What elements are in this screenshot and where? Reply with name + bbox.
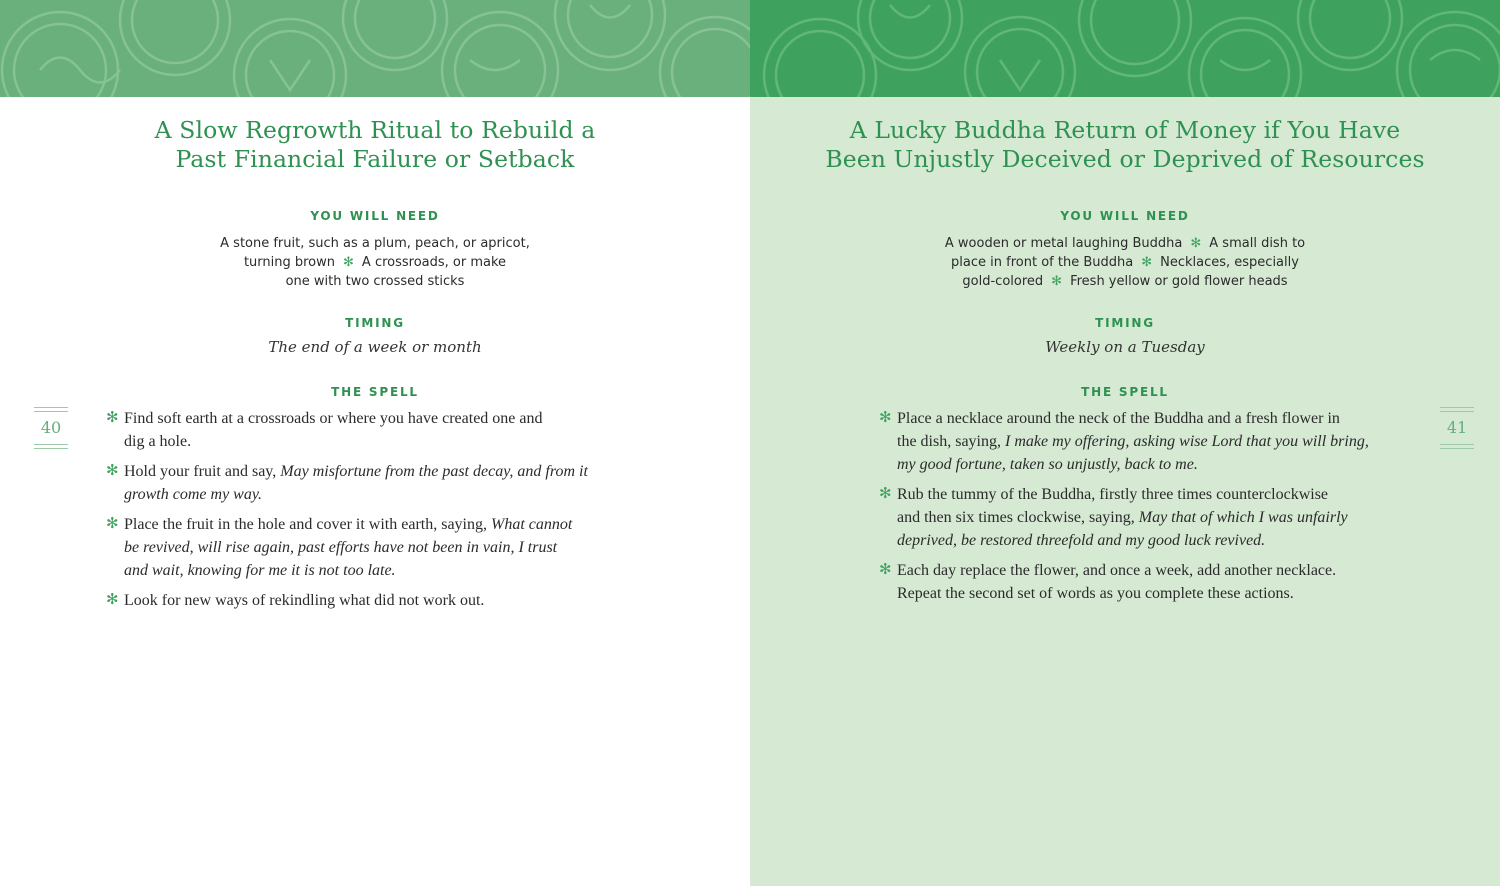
coin-pattern-illustration [750,0,1500,97]
instruction-text: Look for new ways of rekindling what did not work out. [124,592,485,609]
spell-step-line [124,407,606,430]
need-item-text: A wooden or metal laughing Buddha [944,236,1183,251]
spell-step [106,513,606,582]
need-line [0,234,750,253]
right-title-line-1: A Lucky Buddha Return of Money if You Have [849,116,1401,144]
spell-step [879,483,1399,552]
instruction-text: Find soft earth at a crossroads or where you have created one and [124,410,543,427]
need-item-text: A small dish to [1209,236,1306,251]
right-spell-title [750,116,1500,174]
instruction-text: dig a hole. [124,433,192,450]
instruction-text: Each day replace the flower, and once a week, add another necklace. [897,562,1337,579]
asterisk-separator-icon: ✻ [1190,236,1202,251]
spell-step [106,407,606,453]
spell-step-line [124,589,606,612]
asterisk-separator-icon: ✻ [1141,255,1153,270]
spell-step-line [897,506,1399,529]
spell-step-line [897,529,1399,552]
right-timing-text: Weekly on a Tuesday [1045,338,1205,356]
spell-step [879,559,1399,605]
right-page [750,0,1500,886]
spell-step-line [124,513,606,536]
spell-step-line [897,582,1399,605]
spell-step-line [124,536,606,559]
asterisk-bullet-icon: ✻ [879,562,892,578]
spoken-words: growth come my way. [124,486,263,503]
need-item-text: gold-colored [962,274,1044,289]
spell-step-line [124,430,606,453]
spoken-words: May that of which I was unfairly [1138,509,1348,526]
coin-pattern-illustration [0,0,750,97]
spoken-words: and wait, knowing for me it is not too late. [124,562,396,579]
need-line [0,272,750,291]
spell-step [106,589,606,612]
asterisk-separator-icon: ✻ [343,255,354,270]
instruction-text: Place the fruit in the hole and cover it with earth, saying, [124,516,491,533]
left-spell-title [0,116,750,174]
spell-step-line [897,430,1399,453]
right-spell-label: THE SPELL [1081,385,1169,399]
spell-step-line [124,460,606,483]
spoken-words: be revived, will rise again, past efforts have not been in vain, I trust [124,539,558,556]
left-timing-text: The end of a week or month [268,338,482,356]
spoken-words: May misfortune from the past decay, and from it [280,463,588,480]
coin-pattern-banner [0,0,750,97]
need-line [750,272,1500,291]
left-title-line-2: Past Financial Failure or Setback [175,145,575,173]
instruction-text: and then six times clockwise, saying, [897,509,1139,526]
spell-step [879,407,1399,476]
instruction-text: Repeat the second set of words as you complete these actions. [897,585,1294,602]
right-page-number: 41 [1440,407,1474,449]
left-title-line-1: A Slow Regrowth Ritual to Rebuild a [154,116,596,144]
right-title-line-2: Been Unjustly Deceived or Deprived of Resources [825,145,1425,173]
asterisk-bullet-icon: ✻ [106,463,119,479]
spoken-words: I make my offering, asking wise Lord that you will bring, [1005,433,1369,450]
spell-step-line [897,483,1399,506]
spoken-words: What cannot [491,516,573,533]
spoken-words: my good fortune, taken so unjustly, back to me. [897,456,1198,473]
spell-step-line [897,453,1399,476]
spell-step-line [124,483,606,506]
spoken-words: deprived, be restored threefold and my good luck revived. [897,532,1266,549]
right-timing-label: TIMING [1095,316,1155,330]
asterisk-bullet-icon: ✻ [106,410,119,426]
left-page-number: 40 [34,407,68,449]
need-item-text: Fresh yellow or gold flower heads [1070,274,1288,289]
need-line [0,253,750,272]
need-item-text: A crossroads, or make [361,255,507,270]
need-item-text: A stone fruit, such as a plum, peach, or apricot, [220,236,530,251]
need-item-text: one with two crossed sticks [285,274,465,289]
asterisk-separator-icon: ✻ [1051,274,1063,289]
asterisk-bullet-icon: ✻ [106,516,119,532]
coin-pattern-banner [750,0,1500,97]
right-spell-steps [879,407,1399,612]
left-need-label: YOU WILL NEED [310,209,440,223]
instruction-text: Rub the tummy of the Buddha, firstly three times counterclockwise [897,486,1329,503]
need-line [750,234,1500,253]
asterisk-bullet-icon: ✻ [106,592,119,608]
asterisk-bullet-icon: ✻ [879,486,892,502]
left-needs-list [0,234,750,291]
left-spell-label: THE SPELL [331,385,419,399]
left-timing-label: TIMING [345,316,405,330]
instruction-text: Place a necklace around the neck of the Buddha and a fresh flower in [897,410,1340,427]
spell-step [106,460,606,506]
need-line [750,253,1500,272]
right-needs-list [750,234,1500,291]
spell-step-line [124,559,606,582]
spell-step-line [897,407,1399,430]
need-item-text: place in front of the Buddha [951,255,1134,270]
left-spell-steps [106,407,606,619]
asterisk-bullet-icon: ✻ [879,410,892,426]
need-item-text: Necklaces, especially [1160,255,1299,270]
instruction-text: Hold your fruit and say, [124,463,281,480]
need-item-text: turning brown [243,255,336,270]
spell-step-line [897,559,1399,582]
right-need-label: YOU WILL NEED [1060,209,1190,223]
instruction-text: the dish, saying, [897,433,1005,450]
